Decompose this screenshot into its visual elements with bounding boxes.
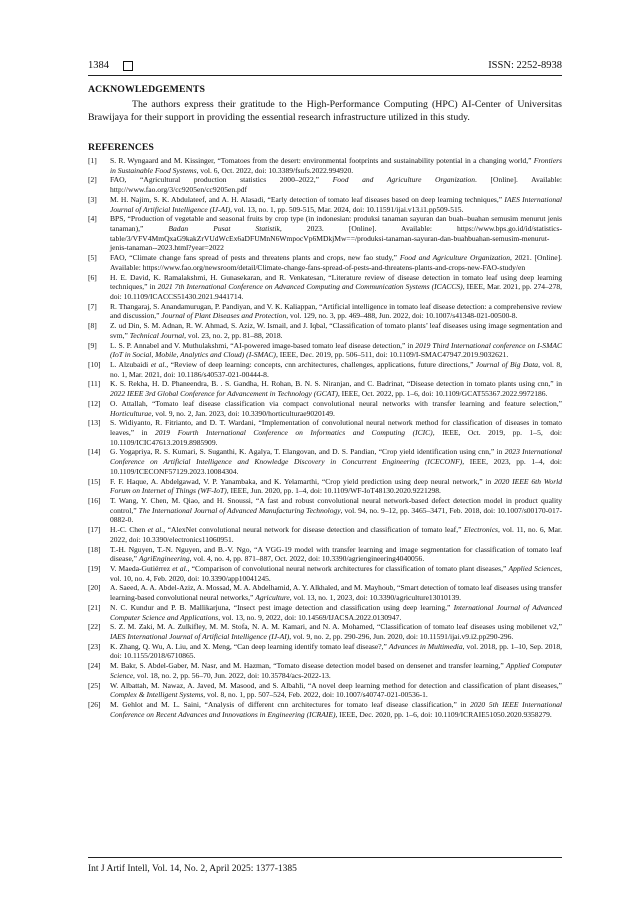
reference-text-part: Applied Computer Science [110,661,562,680]
reference-number: [11] [88,379,101,389]
reference-text-part: 2022 IEEE 3rd Global Conference for Advancement in Technology (GCAT) [110,389,338,399]
reference-text [110,360,562,379]
reference-number: [24] [88,661,101,671]
reference-text-part: M. Gehlot and M. L. Saini, “Analysis of different cnn architectures for tomato leaf disease classification,” in [110,700,471,710]
reference-text [110,583,562,602]
reference-text-part: IAES International Journal of Artificial Intelligence (IJ-AI) [110,632,290,641]
reference-number: [8] [88,321,97,331]
reference-number: [15] [88,476,101,486]
journal-citation: Int J Artif Intell, Vol. 14, No. 2, April 2025: 1377-1385 [88,864,297,874]
acknowledgements-text: The authors express their gratitude to the High-Performance Computing (HPC) AI-Center of Universitas Brawijaya for their support in providing the essential research infrastructure utilized in this study. [88,99,562,123]
reference-text-part: M. H. Najim, S. K. Abdulateef, and A. H. Alasadi, “Early detection of tomato leaf diseases based on deep learning techniques,” [110,194,505,204]
reference-number: [1] [88,156,97,165]
reference-text-part: , “AlexNet convolutional neural network for disease detection and classification of tomato leaf,” [163,525,464,535]
reference-item [88,321,562,340]
reference-text-part: , vol. 94, no. 9–12, pp. 3465–3471, Feb. 2018, doi: 10.1007/s00170-017-0882-0. [110,505,563,525]
reference-item [88,525,562,544]
reference-number: [26] [88,700,101,710]
reference-item [88,661,562,680]
reference-text-part: K. Zhang, Q. Wu, A. Liu, and X. Meng, “Can deep learning identify tomato leaf disease?,” [110,641,389,651]
reference-text [110,399,562,418]
reference-item [88,477,562,496]
reference-text-part: , IEEE, Mar. 2021, pp. 274–278, doi: 10.1109/ICACCS51430.2021.9441714. [110,282,563,301]
reference-text-part: S. Widiyanto, R. Fitrianto, and D. T. Wardani, “Implementation of convolutional neural network method for classification of diseases in tomato leaves,” in [110,418,562,437]
reference-text-part: V. Maeda-Gutiérrez [110,564,173,573]
reference-text-part: M. Bakr, S. Abdel-Gaber, M. Nasr, and M. Hazman, “Tomato disease detection model based on densenet and transfer learning,” [110,661,507,671]
reference-text [110,545,562,564]
reference-number: [13] [88,418,101,428]
reference-text-part: H.-C. Chen [110,525,148,535]
footer-rule [88,857,562,858]
reference-number: [12] [88,398,101,408]
reference-text-part: . [Online]. Available: http://www.fao.org/3/cc9205en/cc9205en.pdf [110,175,563,195]
reference-text-part: O. Attallah, “Tomato leaf disease classification via compact convolutional neural networks with transfer learning and feature selection,” [110,398,562,408]
reference-item [88,447,562,476]
reference-number: [14] [88,447,101,457]
reference-text-part: , vol. 23, no. 2, pp. 81–88, 2018. [184,330,283,340]
reference-text-part: T. Wang, Y. Chen, M. Qiao, and H. Snoussi, “A fast and robust convolutional neural network-based defect detection model in product quality control,” [110,496,562,515]
reference-text-part: BPS, “Production of vegetable and seasonal fruits by crop type (in indonesian: produksi tanaman sayuran dan buah–buahan semusim menurut jenis tanaman),” [110,214,562,233]
reference-text-part: K. S. Rekha, H. D. Phaneendra, B. . S. Gandha, H. Rohan, B. N. S. Niranjan, and C. Badrinat, “Disease detection in tomato plants using cnn,” in [110,379,562,389]
reference-text [110,622,562,641]
reference-text-part: , vol. 4, no. 4, pp. 871–887, Oct. 2022, doi: 10.3390/agriengineering4040056. [189,554,425,564]
reference-text-part: , IEEE, Dec. 2019, pp. 506–511, doi: 10.1109/I-SMAC47947.2019.9032621. [275,350,509,360]
square-outline-icon [123,61,133,71]
reference-text [110,214,562,252]
reference-text-part: L. Alzubaidi [110,360,151,369]
reference-text-part: A. Saeed, A. A. Abdel-Aziz, A. Mossad, M. A. Abdelhamid, A. Y. Alkhaled, and M. Mayhoub, “Smart detection of tomato leaf diseases using transfer learning-based convolutional neural networks,” [110,583,562,603]
reference-number: [4] [88,214,97,224]
reference-text [110,681,562,700]
reference-text [110,564,562,583]
reference-text-part: Advances in Multimedia [388,641,463,651]
reference-item [88,341,562,360]
reference-text-part: , vol. 11, no. 6, Mar. 2022, doi: 10.3390/electronics11060951. [110,525,562,544]
reference-text-part: R. Thangaraj, S. Anandamurugan, P. Pandiyan, and V. K. Kaliappan, “Artificial intelligence in tomato leaf disease detection: a comprehensive review and discussion,” [110,301,562,321]
reference-text-part: FAO, “Agricultural production statistics 2000–2022,” [110,175,333,185]
reference-item [88,175,562,194]
reference-text-part: , IEEE, 2023, pp. 1–4, doi: 10.1109/ICECONF57129.2023.10084304. [110,457,562,476]
reference-text-part: Z. ud Din, S. M. Adnan, R. W. Ahmad, S. Aziz, W. Ismail, and J. Iqbal, “Classification of tomato plants’ leaf diseases using image segmentation and svm,” [110,321,562,340]
reference-text [110,321,562,340]
reference-text-part: International Journal of Advanced Computer Science and Applications [110,602,562,622]
reference-text [110,642,562,661]
reference-text-part: , vol. 8, no. 1, Mar. 2021, doi: 10.1186/s40537-021-00444-8. [110,360,563,379]
reference-text-part: , “Review of deep learning: concepts, cnn architectures, challenges, applications, future directions,” [166,360,476,369]
reference-text [110,302,562,321]
acknowledgements-heading: ACKNOWLEDGEMENTS [88,84,206,95]
reference-number: [5] [88,253,97,263]
reference-item [88,700,562,719]
reference-text [110,175,562,194]
reference-text-part: , 2021. [Online]. Available: https://www.fao.org/newsroom/detail/Climate-change-fans-spread-of-pests-and-threatens-plants-and-crops-new-FAO-study/en [110,253,562,272]
reference-item [88,496,562,525]
reference-text-part: Journal of Plant Diseases and Protection [161,311,287,321]
reference-number: [17] [88,525,101,535]
reference-text-part: Food and Agriculture Organization [399,253,510,263]
reference-text-part: Applied Sciences [508,564,561,573]
page-number: 1384 [88,60,109,71]
reference-text-part: , vol. 8, no. 1, pp. 507–524, Feb. 2022, doi: 10.1007/s40747-021-00536-1. [203,690,428,700]
header-rule [88,75,562,76]
reference-text-part: 2021 7th International Conference on Advanced Computing and Communication Systems (ICACCS) [157,282,463,292]
reference-text-part: , 2023. [Online]. Available: https://www.bps.go.id/id/statistics-table/3/VFV4MmQxaG9kakZrVUdWcEx6aDFUMnN6WmpocVp6MDkjMw==/produksi-tanaman-sayuran-dan-buahbuahan-semusim-menurut-jenis-tanaman--2023.html?year=2022 [110,224,562,253]
reference-item [88,214,562,252]
reference-text-part: 2019 Fourth International Conference on Informatics and Computing (ICIC) [154,428,433,437]
reference-item [88,273,562,302]
reference-item [88,642,562,661]
reference-text [110,447,562,476]
reference-number: [6] [88,272,97,282]
reference-item [88,302,562,321]
reference-text-part: Badan Pusat Statistik [168,224,280,233]
reference-text-part: , vol. 13, no. 1, pp. 509-515, Mar. 2024, doi: 10.11591/ijai.v13.i1.pp509-515. [230,204,464,214]
reference-text-part: , vol. 9, no. 2, Jan. 2023, doi: 10.3390/horticulturae9020149. [151,408,335,418]
reference-text-part: Technical Journal [129,330,185,340]
reference-text-part: Horticulturae [110,408,152,418]
reference-item [88,156,562,175]
reference-text-part: , IEEE, Dec. 2020, pp. 1–6, doi: 10.1109/ICRAIE51050.2020.9358279. [335,709,552,719]
reference-text [110,477,562,496]
reference-text-part: , IEEE, Oct. 2019, pp. 1–5, doi: 10.1109/ICIC47613.2019.8985909. [110,428,562,447]
reference-text-part: F. F. Haque, A. Abdelgawad, V. P. Yanambaka, and K. Yelamarthi, “Crop yield prediction using deep neural network,” in [110,476,495,486]
reference-item [88,583,562,602]
reference-number: [19] [88,564,101,573]
reference-text-part: IAES International Journal of Artificial Intelligence (IJ-AI) [110,194,562,214]
reference-text-part: Agriculture [255,593,290,603]
header-left [88,60,133,71]
reference-text-part: N. C. Kundur and P. B. Mallikarjuna, “Insect pest image detection and classification using deep learning,” [110,602,454,612]
reference-text-part: , vol. 9, no. 2, pp. 290-296, Jun. 2020, doi: 10.11591/ijai.v9.i2.pp290-296. [289,632,514,641]
reference-number: [10] [88,360,101,369]
reference-text [110,603,562,622]
reference-text-part: , vol. 18, no. 2, pp. 56–70, Jun. 2022, doi: 10.35784/acs-2022-13. [133,670,331,680]
reference-text [110,496,562,525]
reference-item [88,195,562,214]
reference-text-part: Complex & Intelligent Systems [110,690,204,700]
reference-text [110,273,562,302]
reference-text [110,156,562,175]
reference-item [88,545,562,564]
reference-text-part: FAO, “Climate change fans spread of pests and threatens plants and crops, new fao study,” [110,253,400,263]
reference-text [110,379,562,398]
reference-number: [9] [88,340,97,350]
reference-text-part: et al. [150,360,167,369]
reference-text [110,341,562,360]
reference-number: [21] [88,602,101,612]
reference-number: [23] [88,641,101,651]
reference-text-part: et al. [147,525,164,535]
reference-text-part: , vol. 129, no. 3, pp. 469–488, Jun. 2022, doi: 10.1007/s41348-021-00500-8. [286,311,518,321]
reference-text-part: 2020 5th IEEE International Conference on Recent Advances and Innovations in Engineering (ICRAIE) [110,700,562,719]
reference-text-part: , IEEE, Jun. 2020, pp. 1–4, doi: 10.1109/WF-IoT48130.2020.9221298. [226,486,441,496]
reference-text-part: L. S. P. Annabel and V. Muthulakshmi, “AI-powered image-based tomato leaf disease detection,” in [110,340,416,350]
reference-item [88,681,562,700]
reference-text-part: Frontiers in Sustainable Food Systems [110,156,562,175]
reference-text-part: 2019 Third International conference on I-SMAC (IoT in Social, Mobile, Analytics and Cloud) (I-SMAC) [110,340,562,360]
reference-number: [16] [88,496,101,505]
reference-text-part: AgriEngineering [138,554,190,564]
reference-text-part: Journal of Big Data [475,360,539,369]
reference-text-part: , IEEE, Oct. 2022, pp. 1–6, doi: 10.1109/GCAT55367.2022.9972186. [337,389,548,399]
reference-item [88,622,562,641]
reference-item [88,253,562,272]
reference-text-part: Electronics [463,525,498,535]
reference-text-part: T.-H. Nguyen, T.-N. Nguyen, and B.-V. Ngo, “A VGG-19 model with transfer learning and image segmentation for classification of tomato leaf disease,” [110,544,562,564]
reference-number: [2] [88,175,97,185]
reference-text [110,700,562,719]
reference-text-part: , vol. 13, no. 1, 2023, doi: 10.3390/agriculture13010139. [289,593,462,603]
reference-text-part: S. Z. M. Zaki, M. A. Zulkifley, M. M. Stofa, N. A. M. Kamari, and N. A. Mohamed, “Classification of tomato leaf diseases using mobilenet v2,” [110,622,562,632]
reference-text-part: et al. [172,564,188,573]
reference-text-part: 2023 International Conference on Artificial Intelligence and Knowledge Discovery in Concurrent Engineering (ICECONF) [110,447,562,467]
reference-item [88,418,562,447]
reference-text-part: 2020 IEEE 6th World Forum on Internet of Things (WF-IoT) [110,476,562,496]
reference-text-part: W. Albattah, M. Nawaz, A. Javed, M. Masood, and S. Albahli, “A novel deep learning method for detection and classification of plant diseases,” [110,680,562,690]
reference-text-part: H. E. David, K. Ramalakshmi, H. Gunasekaran, and R. Venkatesan, “Literature review of disease detection in tomato leaf using deep learning techniques,” in [110,272,562,292]
reference-number: [25] [88,680,101,690]
reference-item [88,564,562,583]
reference-number: [18] [88,544,101,554]
reference-text [110,418,562,447]
reference-number: [3] [88,194,97,204]
reference-text [110,661,562,680]
reference-text-part: , vol. 13, no. 9, 2022, doi: 10.14569/IJACSA.2022.0130947. [218,612,402,622]
reference-text-part: G. Yogapriya, R. S. Kumari, S. Suganthi, K. Agalya, T. Elangovan, and D. S. Pandian, “Crop yield identification using cnn,” in [110,447,505,457]
reference-text-part: , vol. 6, Oct. 2022, doi: 10.3389/fsufs.2022.994920. [196,165,354,175]
reference-text [110,195,562,214]
references-heading: REFERENCES [88,142,154,153]
reference-item [88,360,562,379]
reference-number: [22] [88,622,101,632]
reference-number: [7] [88,301,97,311]
reference-number: [20] [88,583,101,593]
reference-text-part: The International Journal of Advanced Manufacturing Technology [138,505,341,515]
issn-label: ISSN: 2252-8938 [488,60,562,71]
reference-text-part: , “Comparison of convolutional neural network architectures for classification of tomato plant diseases,” [187,564,509,573]
reference-item [88,379,562,398]
reference-text-part: , vol. 10, no. 4, Feb. 2020, doi: 10.3390/app10041245. [110,564,562,583]
reference-item [88,603,562,622]
references-list [88,156,562,720]
page-header [88,60,562,71]
reference-item [88,399,562,418]
reference-text-part: , vol. 2018, pp. 1–10, Sep. 2018, doi: 10.1155/2018/6710865. [110,641,562,661]
reference-text [110,253,562,272]
reference-text [110,525,562,544]
reference-text-part: Food and Agriculture Organization [332,175,475,185]
reference-text-part: S. R. Wyngaard and M. Kissinger, “Tomatoes from the desert: environmental footprints and sustainability potential in a changing world,” [110,156,534,165]
